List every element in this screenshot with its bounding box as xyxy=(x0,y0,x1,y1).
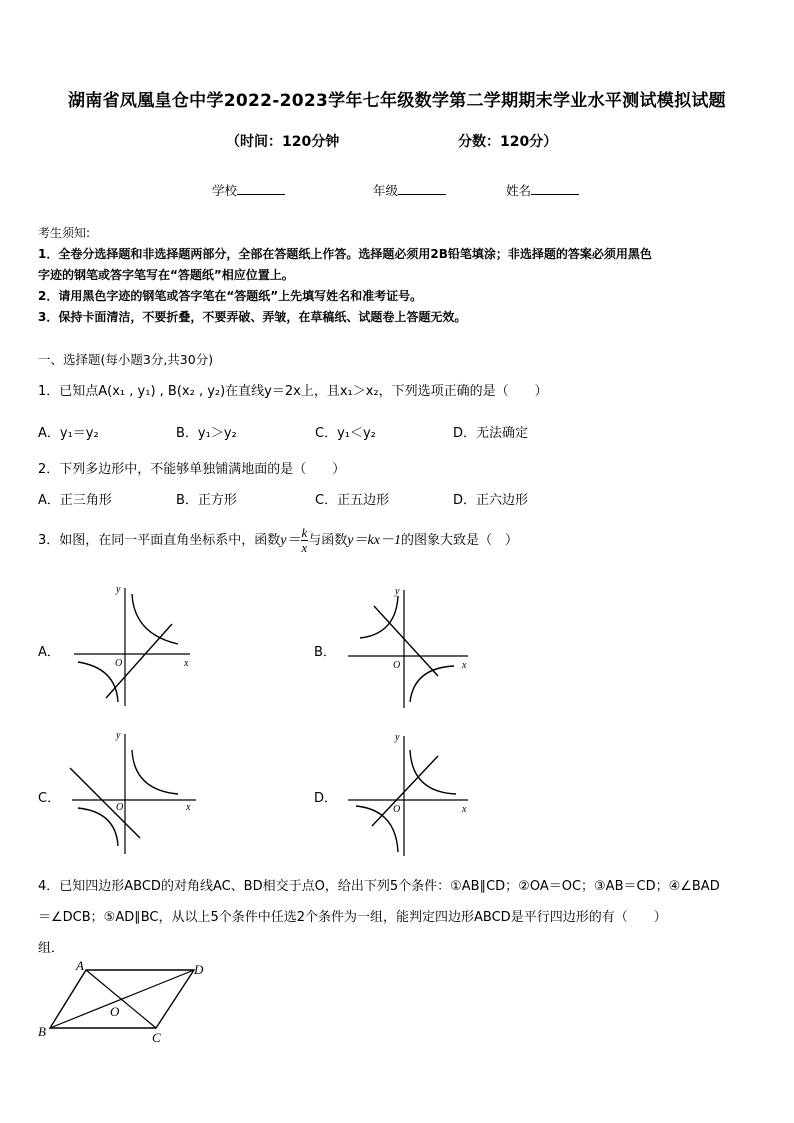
graph-a-x-label: x xyxy=(184,658,189,669)
question-4-line-3: 组． xyxy=(38,941,65,956)
name-blank[interactable] xyxy=(531,182,579,195)
grade-label: 年级 xyxy=(373,183,399,198)
graph-b-x-label: x xyxy=(462,660,467,671)
graph-c-hyperbola-lower xyxy=(78,808,118,846)
parallelogram-figure xyxy=(34,958,224,1048)
question-2-text: 2．下列多边形中，不能够单独铺满地面的是（ ） xyxy=(38,462,346,477)
graph-a-hyperbola-lower xyxy=(78,662,118,702)
notice-item-1b: 字迹的钢笔或答字笔写在“答题纸”相应位置上。 xyxy=(38,268,294,282)
graph-b-y-label: y xyxy=(395,586,400,597)
school-field xyxy=(212,181,285,199)
q1-option-c[interactable]: C．y₁＜y₂ xyxy=(315,426,376,441)
graph-d-hyperbola-lower xyxy=(356,804,401,852)
graph-c-origin: O xyxy=(116,802,124,813)
section-heading: 一、选择题(每小题3分,共30分) xyxy=(38,352,214,367)
notice-heading: 考生须知: xyxy=(38,226,91,240)
q3-frac-den: x xyxy=(301,540,308,555)
name-label: 姓名 xyxy=(506,183,532,198)
graph-a-origin: O xyxy=(115,658,123,669)
point-c-label: C xyxy=(152,1030,161,1045)
q3-func-1-lhs: y＝ xyxy=(280,533,301,548)
graph-d-y-label: y xyxy=(395,732,400,743)
q3-mid: 与函数 xyxy=(308,533,348,548)
q3-option-a[interactable]: A． xyxy=(38,645,60,660)
grade-blank[interactable] xyxy=(398,182,446,195)
q2-option-c[interactable]: C．正五边形 xyxy=(315,493,390,508)
q3-prefix: 3．如图，在同一平面直角坐标系中，函数 xyxy=(38,533,281,548)
notice-item-3: 3．保持卡面清洁，不要折叠，不要弄破、弄皱，在草稿纸、试题卷上答题无效。 xyxy=(38,310,467,324)
q3-suffix: 的图象大致是（ ） xyxy=(400,533,518,548)
graph-b-line xyxy=(374,606,438,676)
graph-d[interactable] xyxy=(344,730,474,860)
graph-c[interactable] xyxy=(66,728,216,858)
q3-option-b[interactable]: B． xyxy=(314,645,336,660)
question-1-text: 1．已知点A(x₁ , y₁) , B(x₂ , y₂)在直线y＝2x上，且x₁＞x₂，下列选项正确的是（ ） xyxy=(38,384,548,399)
question-4-line-2: ＝∠DCB；⑤AD∥BC，从以上5个条件中任选2个条件为一组，能判定四边形ABCD是平行四边形的有（ ） xyxy=(38,910,667,925)
q1-option-a[interactable]: A．y₁＝y₂ xyxy=(38,426,99,441)
graph-b[interactable] xyxy=(344,584,474,712)
point-a-label: A xyxy=(76,958,84,973)
graph-b-hyperbola-upper xyxy=(360,596,398,638)
question-4-line-1: 4．已知四边形ABCD的对角线AC、BD相交于点O，给出下列5个条件：①AB∥CD；②OA＝OC；③AB＝CD；④∠BAD xyxy=(38,879,720,894)
name-field xyxy=(506,181,579,199)
point-b-label: B xyxy=(38,1024,46,1039)
question-3-text xyxy=(38,526,518,555)
notice-item-2: 2．请用黑色字迹的钢笔或答字笔在“答题纸”上先填写姓名和准考证号。 xyxy=(38,289,423,303)
graph-c-y-label: y xyxy=(116,730,121,741)
q2-option-a[interactable]: A．正三角形 xyxy=(38,493,112,508)
school-label: 学校 xyxy=(212,183,238,198)
exam-time: （时间：120分钟 xyxy=(226,134,340,150)
graph-c-line xyxy=(70,768,140,838)
notice-item-1a: 1．全卷分选择题和非选择题两部分，全部在答题纸上作答。选择题必须用2B铅笔填涂；非选择题的答案必须用黑色 xyxy=(38,247,652,261)
school-blank[interactable] xyxy=(237,182,285,195)
q2-option-d[interactable]: D．正六边形 xyxy=(453,493,529,508)
diagonal-bd xyxy=(50,970,194,1028)
graph-d-hyperbola-upper xyxy=(410,750,456,794)
graph-a-hyperbola-upper xyxy=(132,594,178,644)
graph-d-x-label: x xyxy=(462,804,467,815)
graph-b-origin: O xyxy=(393,660,401,671)
grade-field xyxy=(373,181,446,199)
point-d-label: D xyxy=(194,962,204,977)
q3-option-c[interactable]: C． xyxy=(38,791,61,806)
graph-c-x-label: x xyxy=(186,802,191,813)
page-title: 湖南省凤凰皇仓中学2022-2023学年七年级数学第二学期期末学业水平测试模拟试题 xyxy=(68,91,726,111)
graph-d-origin: O xyxy=(393,804,401,815)
point-o-label: O xyxy=(110,1004,120,1019)
graph-a-y-label: y xyxy=(116,584,121,595)
exam-score: 分数：120分） xyxy=(458,134,558,150)
graph-c-hyperbola-upper xyxy=(132,750,178,794)
q3-frac-num: k xyxy=(301,525,308,540)
q2-option-b[interactable]: B．正方形 xyxy=(176,493,237,508)
q3-option-d[interactable]: D． xyxy=(314,791,338,806)
graph-a[interactable] xyxy=(68,582,198,710)
q1-option-d[interactable]: D．无法确定 xyxy=(453,426,529,441)
q3-func-2: y＝kx－1 xyxy=(347,533,401,548)
graph-b-hyperbola-lower xyxy=(410,666,454,702)
q1-option-b[interactable]: B．y₁＞y₂ xyxy=(176,426,237,441)
graph-d-line xyxy=(372,756,438,826)
